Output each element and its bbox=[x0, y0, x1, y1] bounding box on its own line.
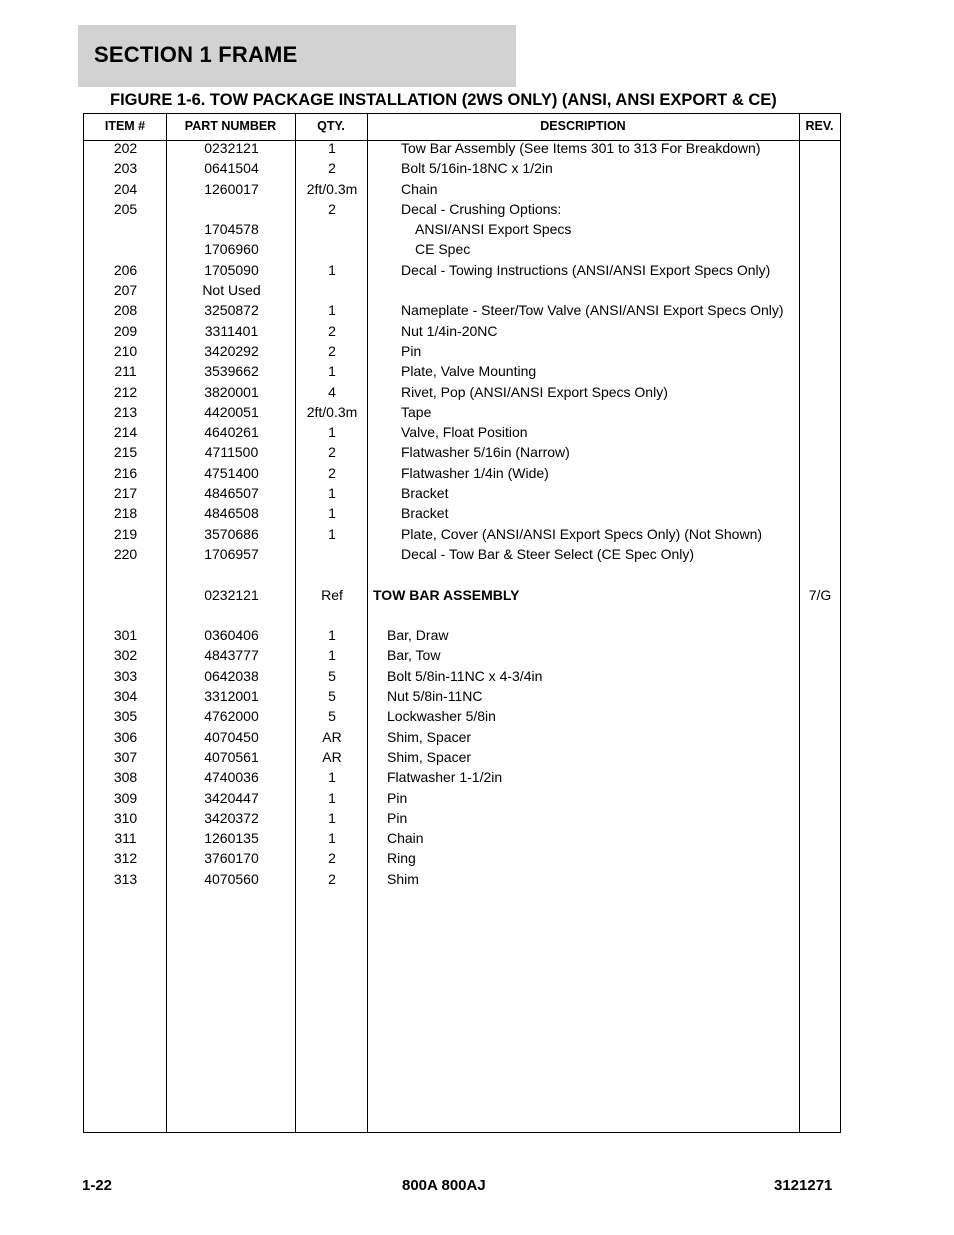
qty-cell: 2 bbox=[328, 200, 336, 217]
part-number-cell: 0360406 bbox=[204, 627, 259, 644]
item-number-cell: 313 bbox=[113, 870, 138, 887]
part-number-cell: 3570686 bbox=[204, 525, 259, 542]
qty-cell: 1 bbox=[328, 525, 336, 542]
qty-cell: 1 bbox=[328, 809, 336, 826]
item-number-cell: 215 bbox=[113, 444, 138, 461]
item-number-cell: 203 bbox=[113, 160, 138, 177]
item-number-cell: 205 bbox=[113, 200, 138, 217]
qty-cell: 2 bbox=[328, 444, 336, 461]
qty-cell: 1 bbox=[328, 769, 336, 786]
part-number-cell: 3312001 bbox=[204, 688, 259, 705]
part-number-cell: 4640261 bbox=[204, 424, 259, 441]
table-row bbox=[84, 463, 840, 483]
description-cell: Decal - Crushing Options: bbox=[401, 200, 562, 217]
table-row bbox=[84, 483, 840, 503]
table-row bbox=[84, 848, 840, 868]
parts-table bbox=[83, 113, 841, 1133]
item-number-cell: 305 bbox=[113, 708, 138, 725]
part-number-cell: Not Used bbox=[202, 282, 261, 299]
table-row bbox=[84, 321, 840, 341]
description-cell: Chain bbox=[387, 830, 424, 847]
qty-cell: 1 bbox=[328, 789, 336, 806]
part-number-cell: 3420372 bbox=[204, 809, 259, 826]
item-number-cell: 209 bbox=[113, 322, 138, 339]
description-cell: Bar, Draw bbox=[387, 627, 449, 644]
table-row bbox=[84, 808, 840, 828]
description-cell: TOW BAR ASSEMBLY bbox=[373, 586, 520, 603]
part-number-cell: 3250872 bbox=[204, 302, 259, 319]
part-number-cell: 1706957 bbox=[204, 545, 259, 562]
part-number-cell: 4070561 bbox=[204, 748, 259, 765]
footer-model: 800A 800AJ bbox=[402, 1177, 486, 1194]
qty-cell: 2ft/0.3m bbox=[306, 180, 358, 197]
qty-cell: 1 bbox=[328, 424, 336, 441]
part-number-cell: 1706960 bbox=[204, 241, 259, 258]
item-number-cell: 308 bbox=[113, 769, 138, 786]
part-number-cell: 4070450 bbox=[204, 728, 259, 745]
qty-cell: Ref bbox=[321, 586, 343, 603]
description-cell: Plate, Valve Mounting bbox=[401, 363, 537, 380]
header-qty: QTY. bbox=[317, 119, 345, 133]
description-cell: Bracket bbox=[401, 485, 449, 502]
item-number-cell: 220 bbox=[113, 545, 138, 562]
description-cell: Decal - Towing Instructions (ANSI/ANSI Export Specs Only) bbox=[401, 261, 771, 278]
footer-doc-number: 3121271 bbox=[774, 1177, 833, 1194]
item-number-cell: 212 bbox=[113, 383, 138, 400]
table-row bbox=[84, 767, 840, 787]
description-cell: Decal - Tow Bar & Steer Select (CE Spec Only) bbox=[401, 545, 695, 562]
item-number-cell: 301 bbox=[113, 627, 138, 644]
description-cell: Lockwasher 5/8in bbox=[387, 708, 496, 725]
table-row bbox=[84, 706, 840, 726]
part-number-cell: 4846507 bbox=[204, 485, 259, 502]
item-number-cell: 311 bbox=[114, 830, 137, 847]
figure-title: FIGURE 1-6. TOW PACKAGE INSTALLATION (2WS ONLY) (ANSI, ANSI EXPORT & CE) bbox=[110, 91, 777, 109]
item-number-cell: 213 bbox=[113, 403, 138, 420]
description-cell: Pin bbox=[387, 789, 408, 806]
item-number-cell: 211 bbox=[114, 363, 137, 380]
qty-cell: 1 bbox=[328, 830, 336, 847]
part-number-cell: 0641504 bbox=[204, 160, 259, 177]
table-row bbox=[84, 828, 840, 848]
table-row bbox=[84, 361, 840, 381]
description-cell: Ring bbox=[387, 850, 416, 867]
qty-cell: 1 bbox=[328, 140, 336, 156]
table-row bbox=[84, 219, 840, 239]
part-number-cell: 3420292 bbox=[204, 342, 259, 359]
description-cell: Flatwasher 1/4in (Wide) bbox=[401, 464, 549, 481]
description-cell: Shim, Spacer bbox=[387, 728, 472, 745]
qty-cell: 1 bbox=[328, 647, 336, 664]
table-row bbox=[84, 625, 840, 645]
part-number-cell: 3820001 bbox=[204, 383, 259, 400]
part-number-cell: 3420447 bbox=[204, 789, 259, 806]
item-number-cell: 307 bbox=[113, 748, 138, 765]
description-cell: Flatwasher 1-1/2in bbox=[387, 769, 503, 786]
item-number-cell: 309 bbox=[113, 789, 138, 806]
description-cell: Nut 5/8in-11NC bbox=[387, 688, 483, 705]
description-cell: CE Spec bbox=[415, 241, 471, 258]
table-row bbox=[84, 585, 840, 605]
table-row bbox=[84, 666, 840, 686]
part-number-cell: 3311401 bbox=[204, 322, 259, 339]
description-cell: Nameplate - Steer/Tow Valve (ANSI/ANSI Export Specs Only) bbox=[401, 302, 784, 319]
item-number-cell: 302 bbox=[113, 647, 138, 664]
header-item: ITEM # bbox=[104, 119, 146, 133]
part-number-cell: 1705090 bbox=[204, 261, 259, 278]
part-number-cell: 4762000 bbox=[204, 708, 259, 725]
part-number-cell: 0232121 bbox=[204, 586, 259, 603]
item-number-cell: 303 bbox=[113, 667, 138, 684]
qty-cell: 1 bbox=[328, 505, 336, 522]
table-row bbox=[84, 544, 840, 564]
description-cell: Valve, Float Position bbox=[401, 424, 528, 441]
section-header-bar bbox=[78, 25, 516, 87]
qty-cell: 1 bbox=[328, 302, 336, 319]
part-number-cell: 0232121 bbox=[204, 140, 259, 156]
table-row bbox=[84, 422, 840, 442]
table-row bbox=[84, 524, 840, 544]
item-number-cell: 306 bbox=[113, 728, 138, 745]
header-rev: REV. bbox=[805, 119, 834, 133]
qty-cell: 2 bbox=[328, 870, 336, 887]
qty-cell: 5 bbox=[328, 688, 336, 705]
item-number-cell: 218 bbox=[113, 505, 138, 522]
qty-cell: 1 bbox=[328, 363, 336, 380]
header-part-number: PART NUMBER bbox=[184, 119, 277, 133]
qty-cell: AR bbox=[322, 728, 342, 745]
item-number-cell: 206 bbox=[113, 261, 138, 278]
table-row bbox=[84, 686, 840, 706]
item-number-cell: 204 bbox=[113, 180, 138, 197]
table-row bbox=[84, 300, 840, 320]
part-number-cell: 4846508 bbox=[204, 505, 259, 522]
description-cell: ANSI/ANSI Export Specs bbox=[415, 221, 572, 238]
part-number-cell: 1704578 bbox=[204, 221, 259, 238]
item-number-cell: 219 bbox=[113, 525, 138, 542]
part-number-cell: 0642038 bbox=[204, 667, 259, 684]
description-cell: Pin bbox=[401, 342, 422, 359]
table-row bbox=[84, 280, 840, 300]
description-cell: Pin bbox=[387, 809, 408, 826]
item-number-cell: 310 bbox=[113, 809, 138, 826]
qty-cell: 2 bbox=[328, 160, 336, 177]
qty-cell: 2 bbox=[328, 850, 336, 867]
description-cell: Shim bbox=[387, 870, 419, 887]
table-body bbox=[84, 138, 840, 889]
header-description: DESCRIPTION bbox=[540, 119, 626, 133]
qty-cell: 2 bbox=[328, 322, 336, 339]
table-row bbox=[84, 645, 840, 665]
description-cell: Plate, Cover (ANSI/ANSI Export Specs Only) (Not Shown) bbox=[401, 525, 763, 542]
qty-cell: 4 bbox=[328, 383, 336, 400]
item-number-cell: 214 bbox=[113, 424, 138, 441]
section-title: SECTION 1 FRAME bbox=[94, 42, 298, 67]
item-number-cell: 216 bbox=[113, 464, 138, 481]
table-row bbox=[84, 869, 840, 889]
item-number-cell: 217 bbox=[113, 485, 138, 502]
footer-page-number: 1-22 bbox=[82, 1177, 113, 1194]
table-row bbox=[84, 179, 840, 199]
table-row bbox=[84, 747, 840, 767]
part-number-cell: 1260135 bbox=[204, 830, 259, 847]
description-cell: Bolt 5/8in-11NC x 4-3/4in bbox=[387, 667, 543, 684]
table-row bbox=[84, 199, 840, 219]
qty-cell: 5 bbox=[328, 667, 336, 684]
table-row bbox=[84, 503, 840, 523]
description-cell: Nut 1/4in-20NC bbox=[401, 322, 498, 339]
qty-cell: AR bbox=[322, 748, 342, 765]
part-number-cell: 3760170 bbox=[204, 850, 259, 867]
item-number-cell: 210 bbox=[113, 342, 138, 359]
qty-cell: 1 bbox=[328, 261, 336, 278]
table-row bbox=[84, 605, 840, 625]
description-cell: Tape bbox=[401, 403, 432, 420]
description-cell: Shim, Spacer bbox=[387, 748, 472, 765]
description-cell: Bar, Tow bbox=[387, 647, 441, 664]
table-row bbox=[84, 442, 840, 462]
part-number-cell: 1260017 bbox=[204, 180, 259, 197]
table-row bbox=[84, 138, 840, 158]
item-number-cell: 304 bbox=[113, 688, 138, 705]
description-cell: Bolt 5/16in-18NC x 1/2in bbox=[401, 160, 553, 177]
part-number-cell: 4751400 bbox=[204, 464, 259, 481]
item-number-cell: 312 bbox=[113, 850, 138, 867]
part-number-cell: 4711500 bbox=[204, 444, 259, 461]
qty-cell: 2 bbox=[328, 342, 336, 359]
qty-cell: 1 bbox=[328, 627, 336, 644]
part-number-cell: 4070560 bbox=[204, 870, 259, 887]
table-row bbox=[84, 382, 840, 402]
table-row bbox=[84, 402, 840, 422]
table-row bbox=[84, 727, 840, 747]
description-cell: Bracket bbox=[401, 505, 449, 522]
part-number-cell: 3539662 bbox=[204, 363, 259, 380]
part-number-cell: 4740036 bbox=[204, 769, 259, 786]
table-row bbox=[84, 788, 840, 808]
qty-cell: 5 bbox=[328, 708, 336, 725]
description-cell: Rivet, Pop (ANSI/ANSI Export Specs Only) bbox=[401, 383, 668, 400]
part-number-cell: 4420051 bbox=[204, 403, 259, 420]
item-number-cell: 208 bbox=[113, 302, 138, 319]
part-number-cell: 4843777 bbox=[204, 647, 259, 664]
rev-cell: 7/G bbox=[808, 586, 832, 603]
qty-cell: 2 bbox=[328, 464, 336, 481]
item-number-cell: 207 bbox=[113, 282, 138, 299]
qty-cell: 1 bbox=[328, 485, 336, 502]
item-number-cell: 202 bbox=[113, 140, 138, 156]
qty-cell: 2ft/0.3m bbox=[306, 403, 358, 420]
description-cell: Tow Bar Assembly (See Items 301 to 313 For Breakdown) bbox=[401, 140, 761, 156]
table-row bbox=[84, 341, 840, 361]
table-row bbox=[84, 239, 840, 259]
table-row bbox=[84, 158, 840, 178]
description-cell: Flatwasher 5/16in (Narrow) bbox=[401, 444, 570, 461]
description-cell: Chain bbox=[401, 180, 438, 197]
table-row bbox=[84, 564, 840, 584]
table-row bbox=[84, 260, 840, 280]
